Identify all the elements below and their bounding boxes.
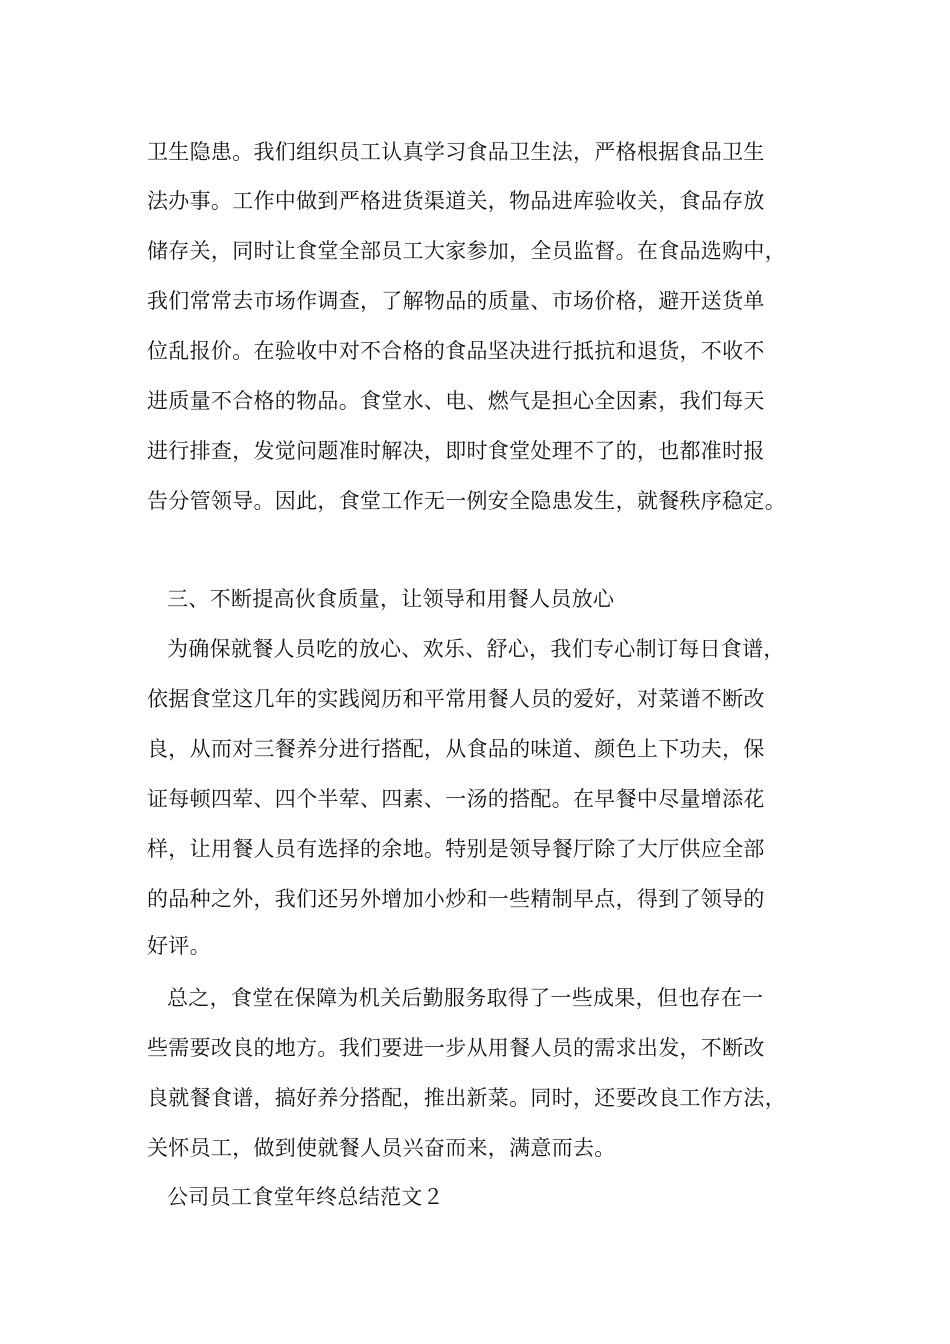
paragraph-line: 证每顿四荤、四个半荤、四素、一汤的搭配。在早餐中尽量增添花	[147, 787, 765, 811]
paragraph-line: 些需要改良的地方。我们要进一步从用餐人员的需求出发，不断改	[147, 1036, 765, 1060]
article-title: 公司员工食堂年终总结范文２	[167, 1185, 444, 1209]
paragraph-line: 法办事。工作中做到严格进货渠道关，物品进库验收关，食品存放	[147, 189, 765, 213]
paragraph-line: 进行排查，发觉问题准时解决，即时食堂处理不了的，也都准时报	[147, 439, 765, 463]
paragraph-line: 卫生隐患。我们组织员工认真学习食品卫生法，严格根据食品卫生	[147, 140, 765, 164]
section-heading: 三、不断提高伙食质量，让领导和用餐人员放心	[167, 587, 615, 611]
paragraph-line: 进质量不合格的物品。食堂水、电、燃气是担心全因素，我们每天	[147, 389, 765, 413]
paragraph-line: 总之，食堂在保障为机关后勤服务取得了一些成果，但也存在一	[167, 986, 764, 1010]
paragraph-line: 良就餐食谱，搞好养分搭配，推出新菜。同时，还要改良工作方法，	[147, 1086, 786, 1110]
paragraph-line: 我们常常去市场作调查，了解物品的质量、市场价格，避开送货单	[147, 289, 765, 313]
paragraph-line: 储存关，同时让食堂全部员工大家参加，全员监督。在食品选购中，	[147, 239, 786, 263]
paragraph-line: 样，让用餐人员有选择的余地。特别是领导餐厅除了大厅供应全部	[147, 837, 765, 861]
paragraph-line: 为确保就餐人员吃的放心、欢乐、舒心，我们专心制订每日食谱，	[167, 637, 785, 661]
paragraph-line: 依据食堂这几年的实践阅历和平常用餐人员的爱好，对菜谱不断改	[147, 687, 765, 711]
paragraph-line: 的品种之外，我们还另外增加小炒和一些精制早点，得到了领导的	[147, 887, 765, 911]
paragraph-line: 关怀员工，做到使就餐人员兴奋而来，满意而去。	[147, 1136, 616, 1160]
paragraph-line: 告分管领导。因此，食堂工作无一例安全隐患发生，就餐秩序稳定。	[147, 489, 786, 513]
paragraph-line: 良，从而对三餐养分进行搭配，从食品的味道、颜色上下功夫，保	[147, 737, 765, 761]
paragraph-line: 好评。	[147, 934, 211, 958]
paragraph-line: 位乱报价。在验收中对不合格的食品坚决进行抵抗和退货，不收不	[147, 339, 765, 363]
